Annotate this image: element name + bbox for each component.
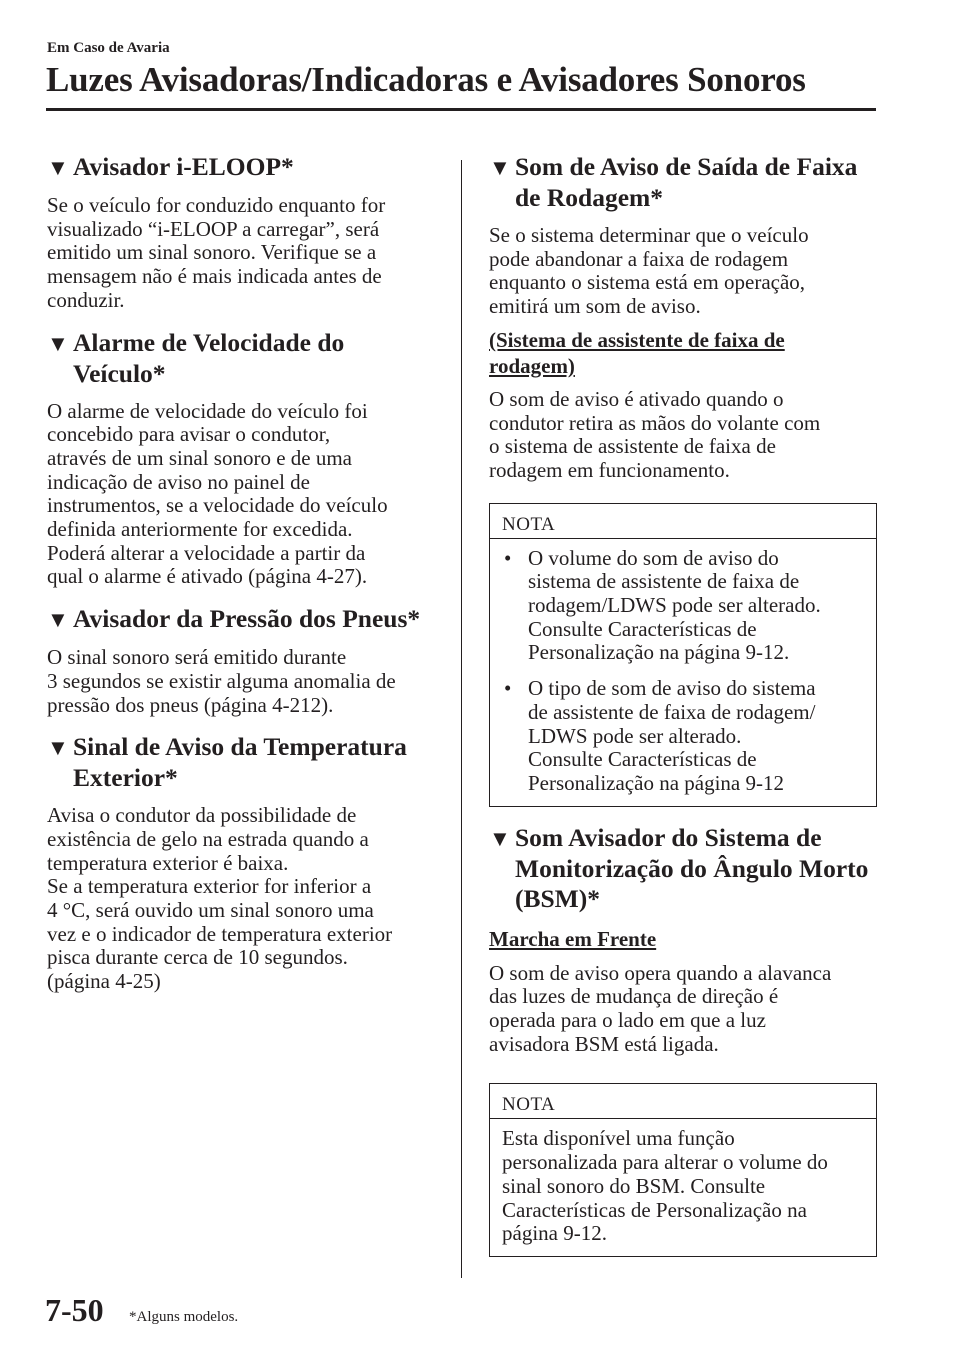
subheading: Marcha em Frente (489, 926, 657, 951)
text-line: Consulte Características de (528, 616, 757, 641)
text-line: Esta disponível uma função (502, 1126, 735, 1151)
text-line: página 9-12. (502, 1221, 607, 1246)
section-heading (47, 604, 437, 635)
triangle-marker-icon: ▼ (47, 330, 69, 356)
text-line: o sistema de assistente de faixa de (489, 434, 776, 459)
text-line: (Sistema de assistente de faixa de (489, 327, 785, 352)
paragraph (489, 224, 877, 319)
paragraph (489, 388, 877, 483)
footnote: *Alguns modelos. (129, 1309, 239, 1325)
text-line: existência de gelo na estrada quando a (47, 826, 369, 851)
text-line: (página 4-25) (47, 969, 161, 994)
section-title: Som Avisador do Sistema de Monitorização do Ângulo Morto (BSM)* (515, 822, 869, 913)
text-line: conduzir. (47, 287, 125, 312)
bullet-icon: • (504, 676, 512, 701)
header-rule (46, 108, 876, 111)
note-box (489, 1083, 877, 1257)
paragraph (47, 400, 437, 590)
triangle-marker-icon: ▼ (47, 735, 69, 761)
text-line: Personalização na página 9-12. (528, 640, 790, 665)
section-heading (489, 152, 877, 213)
text-line: Consulte Características de (528, 747, 757, 772)
note-heading: NOTA (502, 513, 556, 535)
text-line: concebido para avisar o condutor, (47, 422, 331, 447)
section-label: Em Caso de Avaria (47, 40, 170, 56)
text-line: personalizada para alterar o volume do (502, 1150, 828, 1175)
section-title: Sinal de Aviso da Temperatura Exterior* (73, 732, 407, 793)
text-line: Poderá alterar a velocidade a partir da (47, 540, 366, 565)
column-divider (461, 160, 462, 1278)
text-line: definida anteriormente for excedida. (47, 517, 353, 542)
section-title: Avisador i-ELOOP* (73, 152, 294, 181)
text-line: Avisa o condutor da possibilidade de (47, 803, 357, 828)
triangle-marker-icon: ▼ (47, 607, 69, 633)
section-title: Som de Aviso de Saída de Faixa de Rodagem* (515, 152, 858, 212)
text-line: O som de aviso é ativado quando o (489, 386, 784, 411)
text-line: O volume do som de aviso do (528, 545, 779, 570)
text-line: das luzes de mudança de direção é (489, 984, 779, 1009)
text-line: O alarme de velocidade do veículo foi (47, 398, 368, 423)
subheading (489, 327, 877, 379)
text-line: 4 °C, será ouvido um sinal sonoro uma (47, 898, 374, 923)
text-line: pressão dos pneus (página 4-212). (47, 692, 334, 717)
text-line: O sinal sonoro será emitido durante (47, 645, 347, 670)
section-title: Avisador da Pressão dos Pneus* (73, 604, 421, 634)
note-heading: NOTA (502, 1094, 556, 1116)
text-line: Características de Personalização na (502, 1197, 807, 1222)
bullet-icon: • (504, 545, 512, 570)
section-title: Alarme de Velocidade do Veículo* (73, 327, 345, 388)
page-number: 7-50 (45, 1292, 104, 1328)
text-line: rodagem/LDWS pode ser alterado. (528, 593, 821, 618)
text-line: LDWS pode ser alterado. (528, 723, 742, 748)
text-line: visualizado “i-ELOOP a carregar”, será (47, 216, 380, 241)
note-body (490, 1119, 876, 1256)
paragraph (47, 194, 437, 313)
text-line: emitirá um som de aviso. (489, 294, 701, 319)
text-line: rodagem) (489, 353, 575, 378)
section-heading (47, 152, 437, 183)
text-line: enquanto o sistema está em operação, (489, 270, 806, 295)
triangle-marker-icon: ▼ (47, 155, 69, 180)
triangle-marker-icon: ▼ (489, 825, 511, 851)
text-line: operada para o lado em que a luz (489, 1008, 766, 1033)
note-text (502, 1127, 864, 1246)
text-line: Personalização na página 9-12 (528, 770, 784, 795)
text-line: indicação de aviso no painel de (47, 469, 310, 494)
section-heading (47, 732, 437, 793)
section-heading (489, 823, 877, 914)
note-bullet (502, 677, 864, 796)
text-line: Se o sistema determinar que o veículo (489, 223, 809, 247)
text-line: instrumentos, se a velocidade do veículo (47, 493, 388, 518)
text-line: 3 segundos se existir alguma anomalia de (47, 668, 396, 693)
text-line: rodagem em funcionamento. (489, 457, 730, 482)
paragraph (489, 962, 877, 1057)
text-line: sistema de assistente de faixa de (528, 569, 800, 594)
text-line: O som de aviso opera quando a alavanca (489, 960, 832, 985)
paragraph (47, 804, 437, 994)
note-bullet (502, 547, 864, 666)
text-line: condutor retira as mãos do volante com (489, 410, 821, 435)
left-column (47, 152, 437, 994)
text-line: qual o alarme é ativado (página 4-27). (47, 564, 368, 589)
chapter-title: Luzes Avisadoras/Indicadoras e Avisadores Sonoros (46, 60, 806, 99)
text-line: Se o veículo for conduzido enquanto for (47, 193, 386, 217)
text-line: temperatura exterior é baixa. (47, 850, 289, 875)
text-line: através de um sinal sonoro e de uma (47, 445, 352, 470)
note-box (489, 503, 877, 807)
text-line: sinal sonoro do BSM. Consulte (502, 1173, 766, 1198)
section-heading (47, 328, 437, 389)
text-line: Se a temperatura exterior for inferior a (47, 874, 372, 899)
right-column (489, 152, 877, 1257)
text-line: vez e o indicador de temperatura exterior (47, 921, 393, 946)
text-line: pode abandonar a faixa de rodagem (489, 246, 789, 271)
text-line: emitido um sinal sonoro. Verifique se a (47, 240, 377, 265)
paragraph (47, 646, 437, 717)
note-body (490, 539, 876, 806)
text-line: avisadora BSM está ligada. (489, 1031, 719, 1056)
text-line: de assistente de faixa de rodagem/ (528, 699, 816, 724)
triangle-marker-icon: ▼ (489, 155, 511, 180)
text-line: mensagem não é mais indicada antes de (47, 264, 382, 289)
text-line: O tipo de som de aviso do sistema (528, 676, 816, 701)
text-line: pisca durante cerca de 10 segundos. (47, 945, 348, 970)
